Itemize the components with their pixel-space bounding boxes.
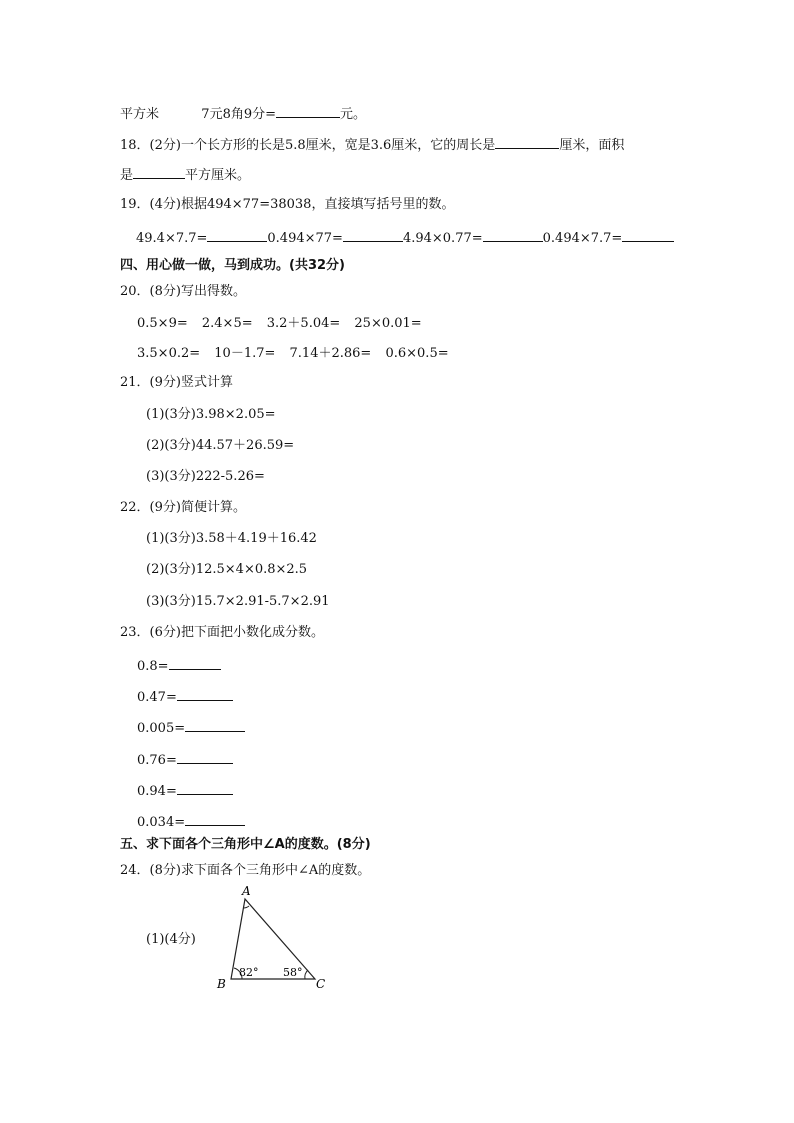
q22-item-2: (2)(3分)12.5×4×0.8×2.5 [146,562,308,577]
q19-item-3: 4.94×0.77= [402,231,483,246]
q19-title: 19．(4分)根据494×77=38038，直接填写括号里的数。 [120,197,455,212]
q18-perimeter-blank[interactable] [495,135,559,149]
section-5-heading: 五、求下面各个三角形中∠A的度数。(8分) [120,837,371,852]
q17-answer-blank[interactable] [276,104,340,118]
angle-b-value: 82° [239,966,259,979]
q18-text-d: 平方厘米。 [185,168,251,183]
q17-money-unit: 元。 [340,107,367,122]
q20-r2-item-3: 7.14＋2.86= [289,346,372,361]
q20-r1-item-1: 0.5×9= [137,316,188,331]
q21-title: 21．(9分)竖式计算 [120,375,233,390]
q23-blank-3[interactable] [185,718,245,732]
q23-label-4: 0.76= [137,753,177,768]
triangle-figure [212,884,352,994]
vertex-a-label: A [242,884,251,898]
q20-row1 [137,315,422,333]
q21-item-3: (3)(3分)222-5.26= [146,469,265,484]
angle-c-value: 58° [283,966,303,979]
q20-r2-item-1: 3.5×0.2= [137,346,201,361]
q22-item-3: (3)(3分)15.7×2.91-5.7×2.91 [146,594,330,609]
q20-title: 20．(8分)写出得数。 [120,284,246,299]
q19-item-4: 0.494×7.7= [542,231,623,246]
q23-blank-2[interactable] [177,687,233,701]
q17-money: 7元8角9分= [201,107,277,122]
q23-title: 23．(6分)把下面把小数化成分数。 [120,625,324,640]
q18-text-a: 18．(2分)一个长方形的长是5.8厘米，宽是3.6厘米，它的周长是 [120,138,496,153]
q17-tail [120,104,366,124]
q18-area-blank[interactable] [133,165,185,179]
q22-title: 22．(9分)简便计算。 [120,500,246,515]
q19-item-2: 0.494×77= [267,231,343,246]
q20-r1-item-4: 25×0.01= [354,316,422,331]
q23-item-2 [137,687,233,707]
q24-sub1: (1)(4分) [146,932,196,947]
q23-label-2: 0.47= [137,690,177,705]
vertex-c-label: C [316,977,326,991]
q20-r2-item-4: 0.6×0.5= [385,346,449,361]
q20-r1-item-3: 3.2＋5.04= [266,316,341,331]
q23-blank-1[interactable] [169,656,221,670]
q19-items [136,228,674,248]
q19-blank-3[interactable] [483,228,543,242]
q23-item-1 [137,656,221,676]
q20-row2 [137,345,449,363]
vertex-b-label: B [217,977,226,991]
q23-item-6 [137,812,245,832]
q23-blank-5[interactable] [177,781,233,795]
q19-blank-4[interactable] [622,228,674,242]
q23-item-4 [137,750,233,770]
q23-blank-4[interactable] [177,750,233,764]
q23-label-3: 0.005= [137,721,186,736]
q23-label-6: 0.034= [137,815,186,830]
q18-line2 [120,165,250,185]
q20-r1-item-2: 2.4×5= [201,316,253,331]
section-4-heading: 四、用心做一做，马到成功。(共32分) [120,258,345,273]
q24-title: 24．(8分)求下面各个三角形中∠A的度数。 [120,863,371,878]
q21-item-1: (1)(3分)3.98×2.05= [146,407,276,422]
q18-line1 [120,135,624,155]
q23-blank-6[interactable] [185,812,245,826]
q23-label-5: 0.94= [137,784,177,799]
q23-label-1: 0.8= [137,659,169,674]
q19-blank-2[interactable] [343,228,403,242]
q17-unit-left: 平方米 [120,107,160,122]
q20-r2-item-2: 10－1.7= [214,346,276,361]
q18-text-b: 厘米，面积 [559,138,625,153]
q19-item-1: 49.4×7.7= [136,231,208,246]
q23-item-3 [137,718,245,738]
q21-item-2: (2)(3分)44.57＋26.59= [146,438,295,453]
q23-item-5 [137,781,233,801]
q19-blank-1[interactable] [207,228,267,242]
q22-item-1: (1)(3分)3.58＋4.19＋16.42 [146,531,317,546]
q18-text-c: 是 [120,168,134,183]
